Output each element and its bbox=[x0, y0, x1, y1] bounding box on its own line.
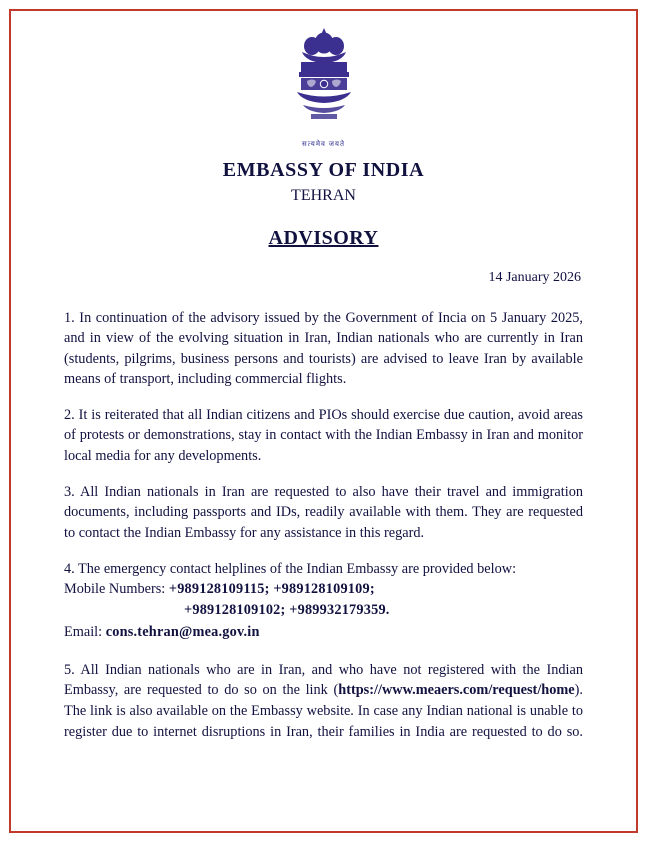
paragraph-2: 2. It is reiterated that all Indian citizens and PIOs should exercise due caution, avoid areas of protests or demonstrations, stay in contact with the Indian Embassy in Iran and monitor local media for any developments. bbox=[64, 407, 583, 464]
email-label: Email: bbox=[64, 624, 103, 641]
mobile-numbers-line-2 bbox=[64, 600, 583, 621]
emblem-motto: सत्यमेव जयते bbox=[302, 140, 345, 148]
emblem-container bbox=[64, 26, 583, 149]
email-address[interactable]: cons.tehran@mea.gov.in bbox=[105, 624, 260, 641]
mobile-numbers-value-2: +989128109102; +989932179359. bbox=[184, 601, 390, 618]
mobile-numbers-label: Mobile Numbers: bbox=[64, 581, 166, 598]
mobile-numbers-value-1: +989128109115; +989128109109; bbox=[168, 581, 375, 598]
india-state-emblem-icon bbox=[287, 26, 361, 138]
registration-link[interactable]: https://www.meaers.com/request/home bbox=[338, 682, 575, 699]
document-content bbox=[8, 8, 639, 834]
emergency-contact-block bbox=[64, 559, 583, 644]
paragraph-5 bbox=[64, 660, 583, 743]
document-body bbox=[64, 308, 583, 743]
paragraph-5-part-2: ). The link is also available on the Embassy website. In case any Indian national is unable to register due to internet disruptions in Iran, their families in India are requested to do so. bbox=[64, 682, 583, 740]
organization-title: EMBASSY OF INDIA bbox=[222, 159, 425, 181]
paragraph-3: 3. All Indian nationals in Iran are requested to also have their travel and immigration documents, including passports and IDs, readily available with them. They are requested to contact the Indian Embassy for any assistance in this regard. bbox=[64, 484, 583, 541]
mobile-numbers-line bbox=[64, 579, 583, 599]
paragraph-1: 1. In continuation of the advisory issued by the Government of Incia on 5 January 2025, and in view of the evolving situation in Iran, Indian nationals who are currently in Iran (students, pilgrims, business persons and tourists) are advised to leave Iran by available means of transport, including commercial flights. bbox=[64, 310, 583, 387]
organization-city: TEHRAN bbox=[291, 187, 356, 204]
contact-intro: 4. The emergency contact helplines of the Indian Embassy are provided below: bbox=[64, 560, 517, 577]
paragraph-5-part-1: 5. All Indian nationals who are in Iran, and who have not registered with the Indian Embassy, are requested to do so on the link ( bbox=[64, 661, 583, 699]
email-line bbox=[64, 622, 583, 643]
document-title: ADVISORY bbox=[268, 227, 379, 249]
document-date: 14 January 2026 bbox=[488, 270, 581, 285]
